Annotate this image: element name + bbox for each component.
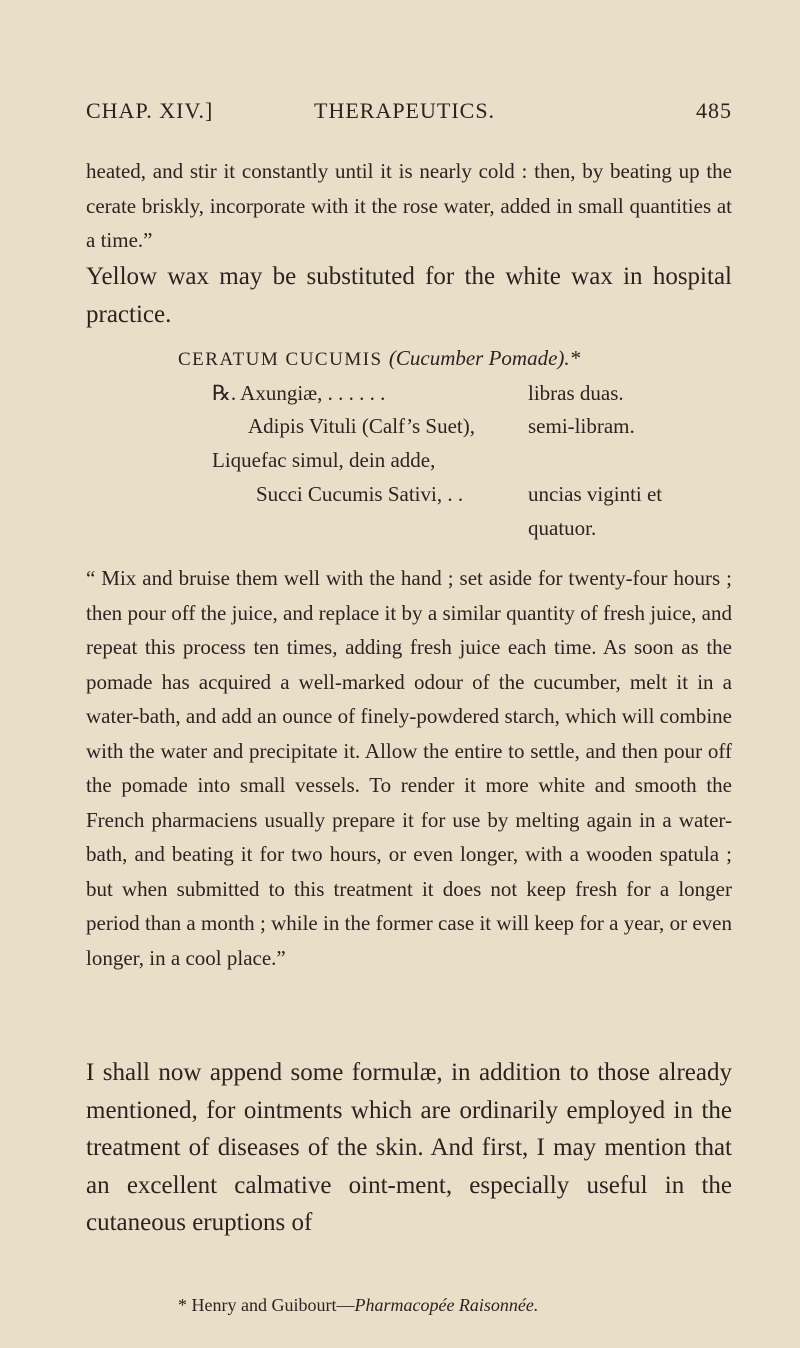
paragraph-yellow-wax [86, 258, 732, 333]
instruction-liquefac: Liquefac simul, dein adde, [212, 448, 436, 472]
paragraph-mix-instructions [86, 561, 732, 975]
formula-latin-name: CERATUM CUCUMIS [178, 349, 383, 370]
paragraph-cerate-continuation [86, 154, 732, 258]
paragraph-text: Yellow wax may be substituted for the white wax in hospital practice. [86, 263, 732, 328]
rx-symbol: ℞. [212, 381, 237, 405]
footnote-marker: * [178, 1295, 187, 1315]
section-title: THERAPEUTICS. [314, 98, 496, 123]
footnote-authors: Henry and Guibourt— [191, 1295, 355, 1315]
formula-line-1 [212, 381, 385, 406]
amount-axungiae: libras duas. [528, 381, 624, 405]
amount-succi-cucumis-continued: quatuor. [528, 516, 597, 540]
paragraph-text: I shall now append some formulæ, in addition to those already mentioned, for ointments which are ordinarily employed in the treatment of diseases of the skin. And first, I may mention that an excellent calmative oint-ment, especially useful in the cutaneous eruptions of [86, 1059, 732, 1236]
amount-succi-cucumis: uncias viginti et [528, 482, 663, 506]
running-header [86, 98, 732, 138]
ingredient-adipis-vituli: Adipis Vituli (Calf’s Suet), [248, 414, 476, 438]
formula-english-name: (Cucumber Pomade).* [388, 346, 581, 370]
formula-title [178, 346, 580, 371]
amount-adipis-vituli: semi-libram. [528, 414, 635, 438]
paragraph-text: “ Mix and bruise them well with the hand ; set aside for twenty-four hours ; then pour off the juice, and replace it by a similar quantity of fresh juice, and repeat this process ten times, adding fresh juice each time. As soon as the pomade has acquired a well-marked odour of the cucumber, melt it in a water-bath, and add an ounce of finely-powdered starch, which will combine with the water and precipitate it. Allow the entire to settle, and then pour off the pomade into small vessels. To render it more white and smooth the French pharmaciens usually prepare it for use by melting again in a water-bath, and beating it for two hours, or even longer, with a wooden spatula ; but when submitted to this treatment it does not keep fresh for a longer period than a month ; while in the former case it will keep for a year, or even longer, in a cool place.” [86, 566, 732, 970]
paragraph-formulae-intro [86, 1054, 732, 1242]
ingredient-succi-cucumis: Succi Cucumis Sativi, . . [256, 482, 464, 506]
footnote [178, 1295, 538, 1316]
page-number: 485 [696, 98, 732, 123]
footnote-work-title: Pharmacopée Raisonnée. [354, 1295, 539, 1315]
paragraph-text: heated, and stir it constantly until it is nearly cold : then, by beating up the cerate briskly, incorporate with it the rose water, added in small quantities at a time.” [86, 159, 732, 252]
ingredient-axungiae: Axungiæ, . . . . . . [240, 381, 386, 405]
chapter-label: CHAP. XIV.] [86, 98, 214, 123]
